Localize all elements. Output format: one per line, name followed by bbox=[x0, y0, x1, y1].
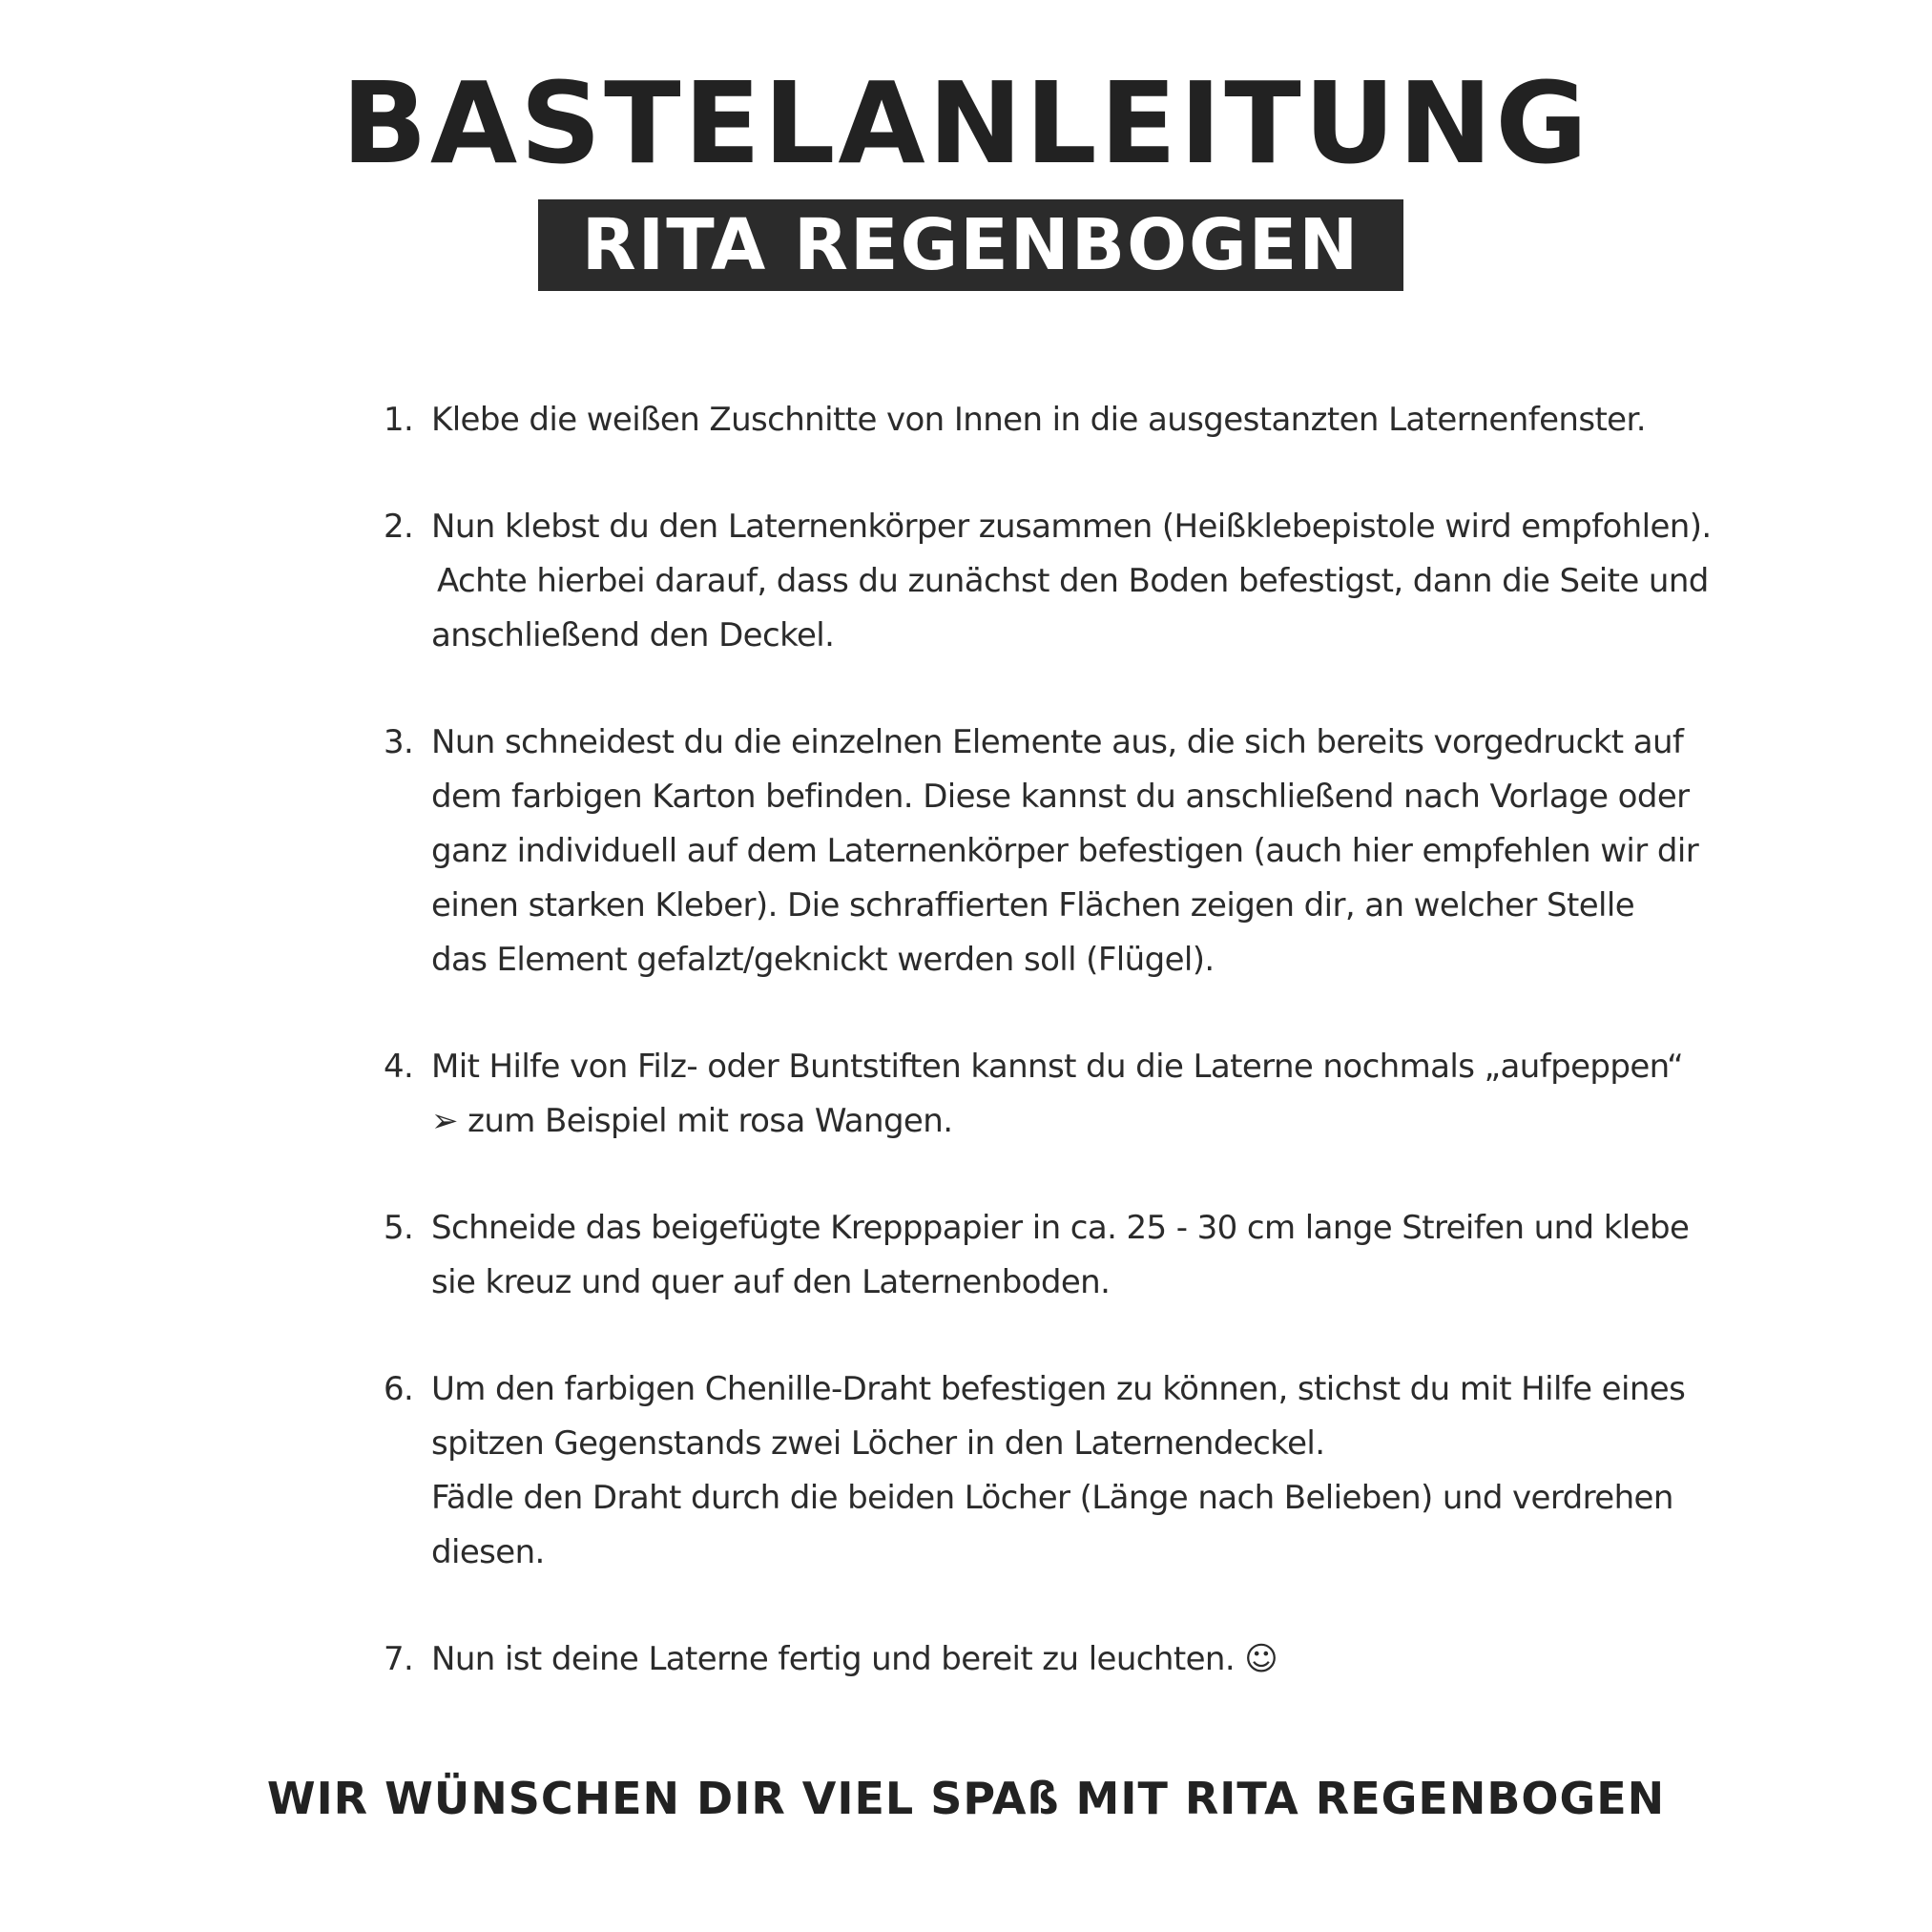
step-item bbox=[384, 500, 1712, 663]
step-text-line: sie kreuz und quer auf den Laternenboden. bbox=[431, 1263, 1111, 1301]
step-item bbox=[384, 1201, 1690, 1310]
step-text-line: ➢ zum Beispiel mit rosa Wangen. bbox=[431, 1102, 953, 1140]
closing-message: WIR WÜNSCHEN DIR VIEL SPAß MIT RITA REGENBOGEN bbox=[266, 1773, 1666, 1824]
step-number: 6. bbox=[384, 1370, 414, 1408]
step-item bbox=[384, 1632, 1586, 1687]
step-item bbox=[384, 1362, 1686, 1580]
step-text bbox=[431, 1632, 1586, 1687]
step-item bbox=[384, 1040, 1684, 1149]
step-text-line: Klebe die weißen Zuschnitte von Innen in die ausgestanzten Laternenfenster. bbox=[431, 401, 1646, 439]
step-number: 2. bbox=[384, 508, 414, 546]
step-number: 5. bbox=[384, 1209, 414, 1247]
step-text-line: Nun klebst du den Laternenkörper zusammen (Heißklebepistole wird empfohlen). bbox=[431, 508, 1712, 546]
step-text-line: Mit Hilfe von Filz- oder Buntstiften kannst du die Laterne nochmals „aufpeppen“ bbox=[431, 1048, 1684, 1086]
step-text-line: das Element gefalzt/geknickt werden soll (Flügel). bbox=[431, 941, 1215, 979]
page-title: BASTELANLEITUNG bbox=[341, 57, 1591, 189]
step-item bbox=[384, 393, 1646, 447]
step-text-line: Fädle den Draht durch die beiden Löcher (Länge nach Belieben) und verdrehen bbox=[431, 1479, 1673, 1517]
step-text bbox=[431, 716, 1698, 987]
page-subtitle: RITA REGENBOGEN bbox=[581, 204, 1361, 286]
step-text-line: anschließend den Deckel. bbox=[431, 616, 835, 654]
step-number: 3. bbox=[384, 723, 414, 761]
step-text-line: ganz individuell auf dem Laternenkörper befestigen (auch hier empfehlen wir dir bbox=[431, 832, 1699, 870]
step-text-line: Nun schneidest du die einzelnen Elemente aus, die sich bereits vorgedruckt auf bbox=[431, 723, 1684, 761]
steps-list bbox=[384, 393, 1712, 1687]
step-item bbox=[384, 716, 1699, 987]
step-text-line: einen starken Kleber). Die schraffierten Flächen zeigen dir, an welcher Stelle bbox=[431, 886, 1635, 924]
step-text bbox=[431, 1362, 1685, 1580]
step-text-line: spitzen Gegenstands zwei Löcher in den Laternendeckel. bbox=[431, 1424, 1325, 1463]
step-text bbox=[431, 393, 1646, 447]
step-text bbox=[431, 1201, 1689, 1310]
step-text-line: Schneide das beigefügte Krepppapier in ca. 25 - 30 cm lange Streifen und klebe bbox=[431, 1209, 1690, 1247]
step-number: 4. bbox=[384, 1048, 414, 1086]
step-text-line: Achte hierbei darauf, dass du zunächst den Boden befestigst, dann die Seite und bbox=[437, 562, 1709, 600]
step-text bbox=[431, 1040, 1683, 1149]
step-text bbox=[431, 500, 1712, 663]
step-text-line: Um den farbigen Chenille-Draht befestigen zu können, stichst du mit Hilfe eines bbox=[431, 1370, 1686, 1408]
step-text-line: dem farbigen Karton befinden. Diese kannst du anschließend nach Vorlage oder bbox=[431, 778, 1690, 816]
step-number: 1. bbox=[384, 401, 414, 439]
subtitle-banner bbox=[538, 199, 1403, 291]
step-text-line: Nun ist deine Laterne fertig und bereit zu leuchten. ☺ bbox=[431, 1640, 1278, 1678]
step-text-line: diesen. bbox=[431, 1533, 545, 1571]
step-number: 7. bbox=[384, 1640, 414, 1678]
